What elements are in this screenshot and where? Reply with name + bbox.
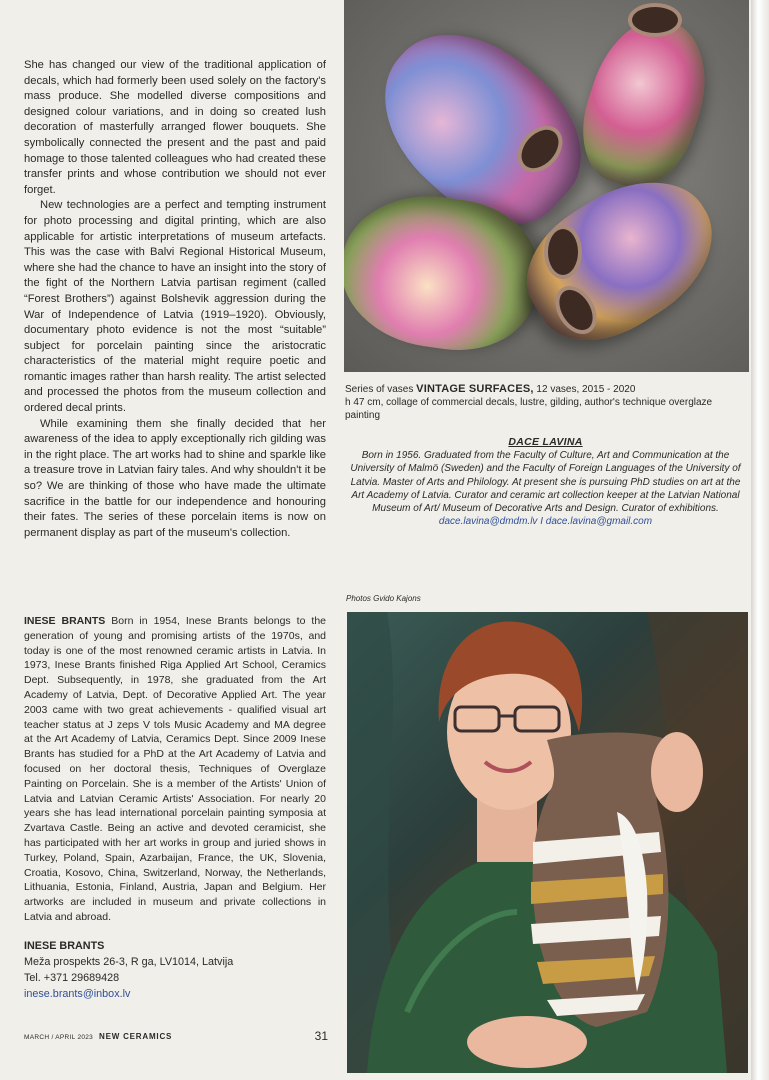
artist-name: INESE BRANTS [24, 615, 106, 627]
vase-opening [544, 225, 582, 279]
photo-caption [345, 383, 740, 422]
vase-opening [628, 3, 682, 37]
article-body [24, 58, 326, 541]
author-bio-text: Born in 1956. Graduated from the Faculty of Culture, Art and Communication at the University of Malmö (Sweden) and the Faculty of Foreign Languages of the University of Latvia. Master of Arts and Philology. At present she is pursuing PhD studies on art at the Art Academy of Latvia. Curator and ceramic art collection keeper at the Latvian National Museum of Art/ Museum of Decorative Arts and Design. Curator of exhibitions. [350, 450, 741, 515]
author-name: DACE LAVINA [508, 436, 583, 448]
contact-name: INESE BRANTS [24, 940, 105, 952]
paragraph-1: She has changed our view of the traditional application of decals, which had formerly been used solely on the factory's mass produce. She modelled diverse compositions and designed colour variations, and in doing so created lush decoration of masterfully arranged flower bouquets. She symbolically connected the present and the past and paid homage to those talented colleagues who had created these transfer prints and whose contribution we should not ever forget. [24, 59, 326, 196]
contact-phone: Tel. +371 29689428 [24, 972, 120, 984]
author-emails[interactable]: dace.lavina@dmdm.lv I dace.lavina@gmail.com [438, 516, 653, 528]
magazine-name: NEW CERAMICS [99, 1032, 173, 1041]
paragraph-3: While examining them she finally decided that her awareness of the idea to apply exceptionally rich gilding was in the right place. The art works had to shine and sparkle like a treasure trove in Latvian fairy tales. And why shouldn't it be so? We are thinking of those who have made the ultimate sacrifice in the battle for our independence and honouring their fates. The series of these porcelain items is now on permanent display as part of the museum's collection. [24, 417, 326, 539]
artist-bio [24, 614, 326, 925]
paragraph-2: New technologies are a perfect and tempting instrument for photo processing and digital printing, which are also applicable for artistic interpretations of museum artefacts. This was the case with Balvi Regional Historical Museum, where she had the chance to have an insight into the story of the fight of the Northern Latvia partisan regiment (called “Forest Brothers”) against Bolshevik aggression during the War of Independence of Latvia (1919–1920). Obviously, documentary photo evidence is not the most “suitable” subject for porcelain painting since the aristocratic characteristics of the material might require poetic and romantic images rather than harsh reality. The artist selected and processed the photos from the museum collection and ordered decal prints. [24, 199, 326, 415]
contact-email[interactable]: inese.brants@inbox.lv [24, 988, 131, 1000]
issue-date: MARCH / APRIL 2023 [24, 1034, 94, 1041]
contact-block [24, 938, 233, 1002]
author-bio [348, 436, 743, 528]
caption-prefix: Series of vases [345, 384, 417, 395]
contact-address: Meža prospekts 26-3, R ga, LV1014, Latvija [24, 956, 234, 968]
artist-bio-text: Born in 1954, Inese Brants belongs to the generation of young and promising artists of the 1970s, and today is one of the most renowned ceramic artists in Latvia. In 1973, Inese Brants finished Riga Applied Art School, Ceramics Dept. Subsequently, in 1978, she graduated from the Art Academy of Latvia, Dept. of Decorative Applied Art. The year 2003 came with two great achievements - qualified visual art teacher status at J zeps V tols Music Academy and MA degree at the Art Academy of Latvia, Ceramics Dept. Since 2009 Inese Brants has studied for a PhD at the Art Academy of Latvia and focused on her doctoral thesis, Techniques of Overglaze Painting on Porcelain. She is a member of the Artists' Union of Latvia and Latvian Ceramic Artists' Association. For nearly 20 years she has lead international porcelain painting symposia at Zvartava Castle. Being an active and devoted ceramicist, she has participated with her art works in group and juried shows in Turkey, Poland, Spain, Azarbaijan, France, the UK, Slovenia, Croatia, Kosovo, China, Switzerland, Norway, the Netherlands, Lithuania, Estonia, Finland, Austria, Japan and Belgium. Her artworks are included in museum and private collections in Latvia and abroad. [24, 615, 326, 923]
page-gutter [751, 0, 769, 1080]
artist-portrait [347, 612, 748, 1073]
photo-credit: Photos Gvido Kajons [346, 594, 421, 603]
portrait-illustration [347, 612, 748, 1073]
page-number: 31 [314, 1029, 328, 1043]
caption-title: VINTAGE SURFACES, [416, 383, 534, 395]
caption-technique: h 47 cm, collage of commercial decals, lustre, gilding, author's technique overglaze painting [345, 397, 713, 421]
vases-photo [344, 0, 749, 372]
caption-details: 12 vases, 2015 - 2020 [533, 384, 636, 395]
